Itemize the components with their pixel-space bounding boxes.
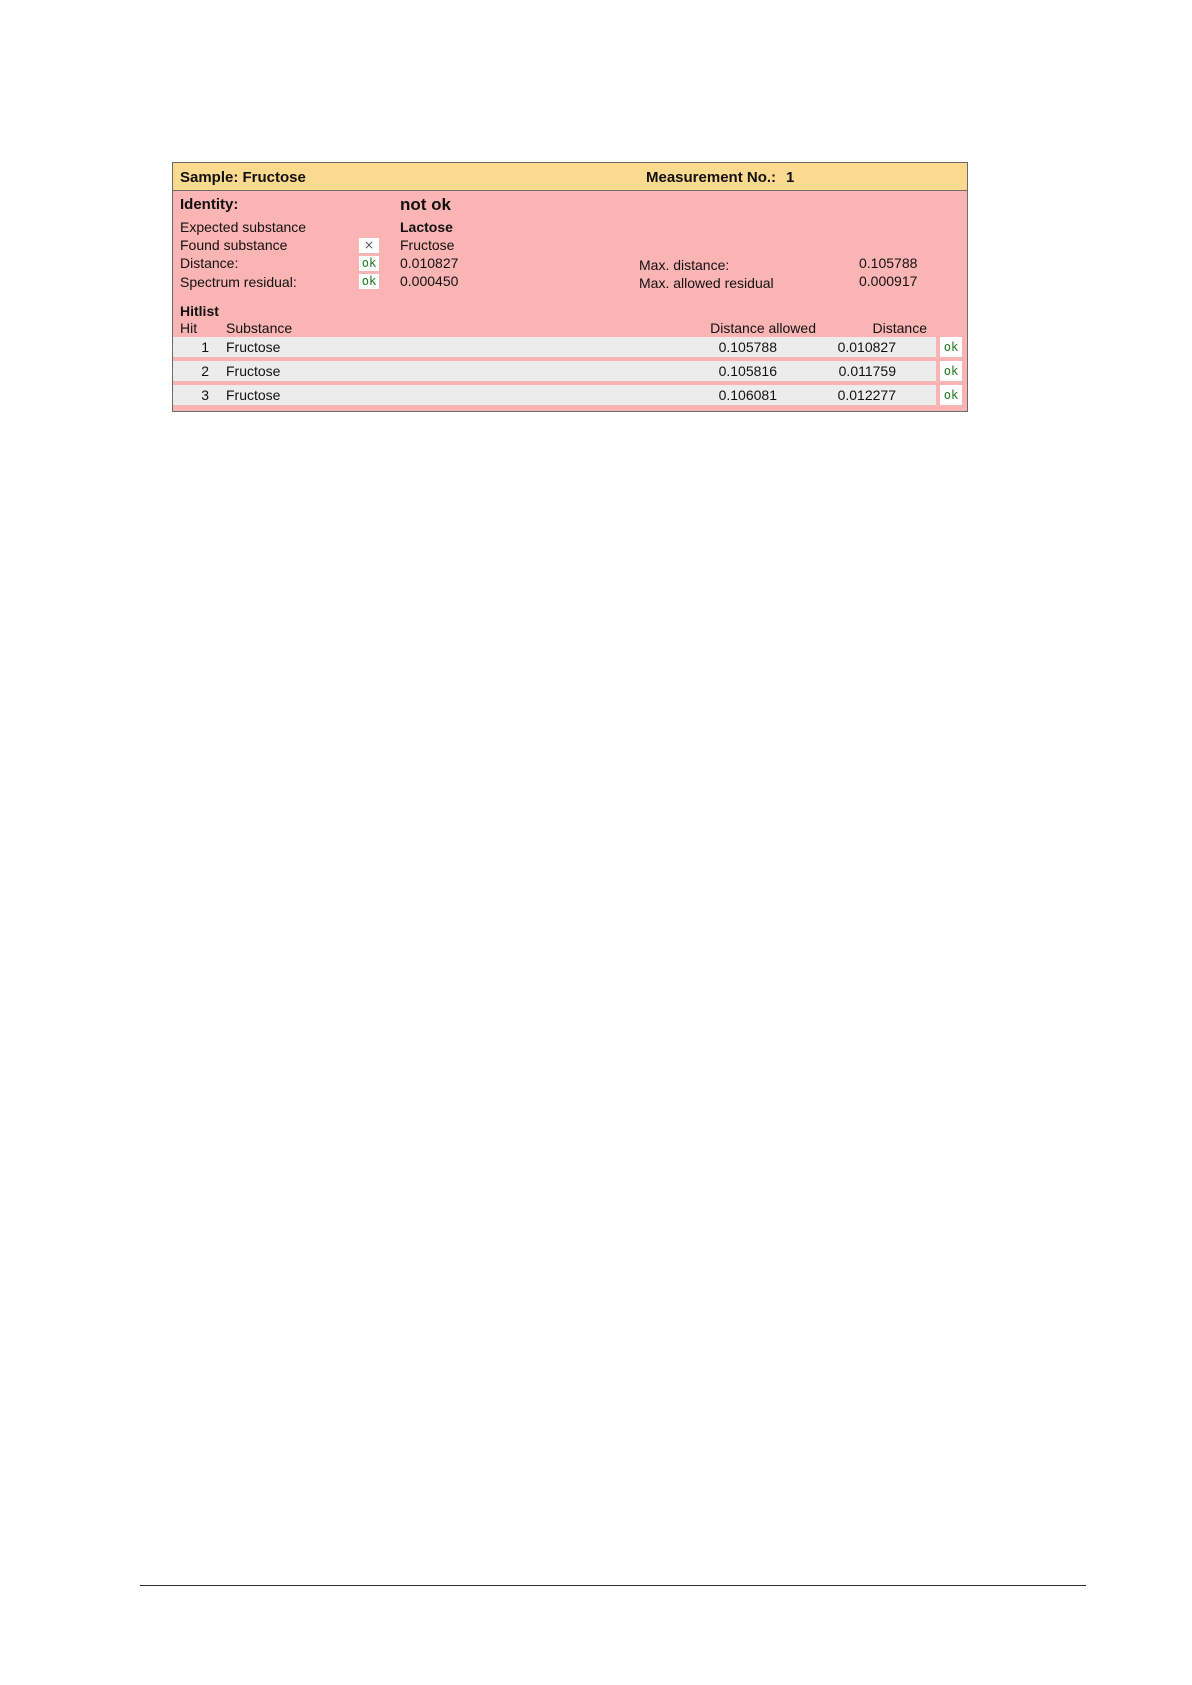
hitlist-title: Hitlist [180,303,219,319]
spectrum-residual-ok-flag: ok [359,274,379,289]
found-substance-value: Fructose [400,237,455,253]
hit-substance: Fructose [226,339,281,355]
distance-allowed-column-header: Distance allowed [710,320,816,336]
hit-ok-flag: ok [940,385,962,405]
hit-column-header: Hit [180,320,198,336]
hit-distance-allowed: 0.106081 [718,387,777,403]
report-header [173,163,967,191]
hit-number: 2 [201,363,209,379]
found-substance-fail-icon: × [359,238,379,253]
table-row [173,337,936,357]
hit-distance: 0.011759 [838,363,896,379]
hit-distance-allowed: 0.105788 [718,339,777,355]
hit-number: 1 [201,339,209,355]
measurement-label: Measurement No.: [646,169,777,186]
expected-substance-value: Lactose [400,219,453,235]
hit-distance-allowed: 0.105816 [718,363,777,379]
distance-value: 0.010827 [400,255,459,271]
sample-name: Sample: Fructose [180,169,306,186]
identity-result: not ok [400,195,451,214]
distance-ok-flag: ok [359,256,379,271]
hit-distance: 0.012277 [837,387,896,403]
identity-title: Identity: [180,196,239,213]
found-substance-label: Found substance [180,237,288,253]
spectrum-residual-value: 0.000450 [400,273,459,289]
table-row [173,385,936,405]
hit-substance: Fructose [226,387,281,403]
max-residual-value: 0.000917 [859,273,918,289]
measurement-number [646,169,794,186]
spectrum-residual-label: Spectrum residual: [180,274,297,290]
max-distance-value: 0.105788 [859,255,918,271]
hit-number: 3 [201,387,209,403]
footer-divider [140,1585,1086,1586]
max-distance-label: Max. distance: [639,257,730,273]
distance-label: Distance: [180,255,239,271]
expected-substance-label: Expected substance [180,219,307,235]
hit-ok-flag: ok [940,337,962,357]
substance-column-header: Substance [226,320,293,336]
distance-column-header: Distance [872,320,927,336]
measurement-value: 1 [786,169,795,186]
hit-substance: Fructose [226,363,281,379]
table-row [173,361,936,381]
identity-report-panel [172,162,968,412]
hit-ok-flag: ok [940,361,962,381]
max-residual-label: Max. allowed residual [639,275,774,291]
hit-distance: 0.010827 [837,339,896,355]
